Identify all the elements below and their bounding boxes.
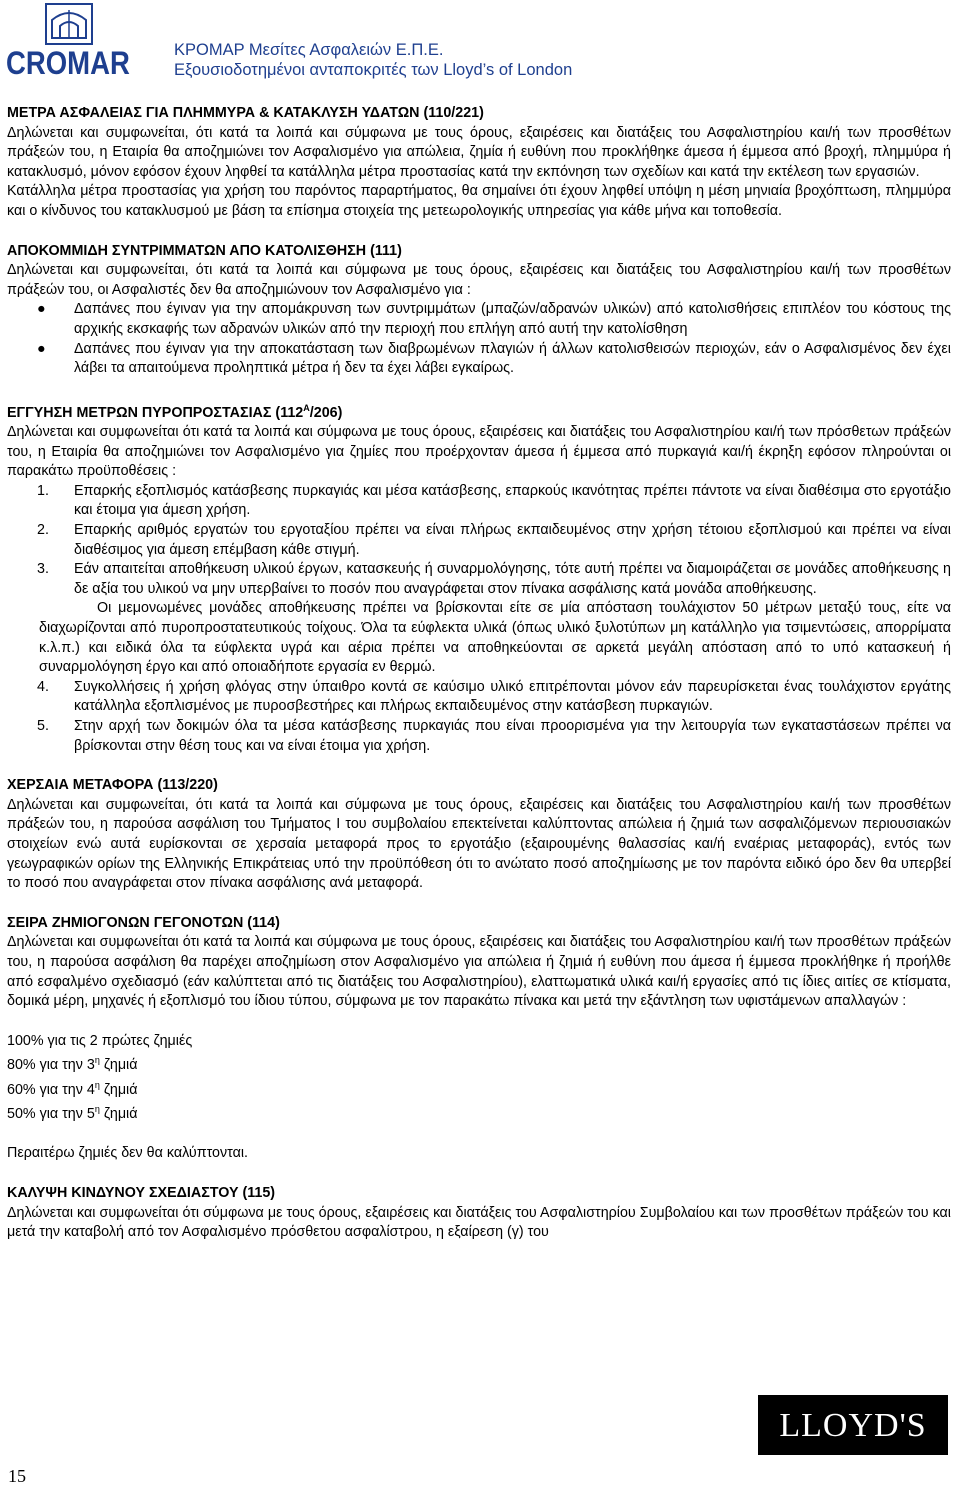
bullet-list [7,300,951,378]
section-115 [7,1184,951,1243]
paragraph: Δηλώνεται και συμφωνείται ότι σύμφωνα με τους όρους, εξαιρέσεις και διατάξεις του Ασφαλιστηρίου Συμβολαίου και των προσθέτων πράξεών του και μετά την καταβολή από τον Ασφαλισμένο πρόσθετου ασφαλίστρου, η εξαίρεση (γ) του [7,1204,951,1241]
section-title: ΕΓΓΥΗΣΗ ΜΕΤΡΩΝ ΠΥΡΟΠΡΟΣΤΑΣΙΑΣ $(112^A/206)$ [7,402,343,421]
list-item: 3. Εάν απαιτείται αποθήκευση υλικού έργων, κατασκευής ή συναρμολόγησης, τότε αυτή πρέπει να διαμοιράζεται σε μονάδες αποθήκευσης η δε αξία του υλικού να μην υπερβαίνει το ποσόν που αναγράφεται στον πίνακα ασφάλισης κατά μονάδα αποθήκευσης. [37,561,951,597]
numbered-list [7,482,951,600]
paragraph: Δηλώνεται και συμφωνείται ότι κατά τα λοιπά και σύμφωνα με τους όρους, εξαιρέσεις και διατάξεις του Ασφαλιστηρίου και/ή των προσθέτων πράξεών του, η παρούσα ασφάλιση θα παρέχει αποζημίωση στον Ασφαλισμένο για απώλεια ή ζημιά ή ευθύνη που άμεσα ή έμμεσα προκλήθηκε ή προήλθε από εσφαλμένο σχεδιασμό (εάν καλύπτεται από τις διατάξεις του Ασφαλιστηρίου), ελαττωματικά υλικά και/ή εργασίες από τις ίδιες αιτίες σε κτίσματα, δομικά μέρη, μηχανές ή εξοπλισμό του ίδιου τύπου, σύμφωνα με τον παρακάτω πίνακα και μετά την εξάντληση των υφιστάμενων απαλλαγών : [7,934,951,1010]
list-item: 5. Στην αρχή των δοκιμών όλα τα μέσα κατάσβεσης πυρκαγιάς που είναι προορισμένα για την λειτουργία των εγκαταστάσεων πρέπει να βρίσκονται στην θέση τους και να είναι έτοιμα για χρήση. [37,717,951,754]
paragraph: Κατάλληλα μέτρα προστασίας για χρήση του παρόντος παραρτήματος, θα σημαίνει ότι έχουν ληφθεί υπόψη η μέση μηνιαία βροχόπτωση, πλημμύρα και ο κίνδυνος του κατακλυσμού με βάση τα επίσημα στοιχεία της μετεωρολογικής υπηρεσίας για κάθε μήνα και τοποθεσία. [7,183,951,219]
section-110 [7,104,951,222]
paragraph: Δηλώνεται και συμφωνείται, ότι κατά τα λοιπά και σύμφωνα με τους όρους, εξαιρέσεις και διατάξεις του Ασφαλιστηρίου και/ή των προσθέτων πράξεών του, η Εταιρία θα αποζημιώνει τον Ασφαλισμένο για απώλεια, ζημία ή ευθύνη που προκλήθηκε άμεσα ή έμμεσα από βροχή, πλημμύρα ή κατακλυσμό, μόνον εφόσον έχουν ληφθεί τα κατάλληλα μέτρα προστασίας κατά την εκπόνηση των σχεδίων και κατά την εκτέλεση των εργασιών. [7,124,951,180]
cromar-emblem-icon [40,2,98,46]
deductible-line: 60% για την $4^\eta$ ζημιά [7,1079,138,1098]
paragraph: Δηλώνεται και συμφωνείται, ότι κατά τα λοιπά και σύμφωνα με τους όρους, εξαιρέσεις και διατάξεις του Ασφαλιστηρίου και/ή των προσθέτων πράξεών του, οι Ασφαλιστές δεν θα αποζημιώνουν τον Ασφαλισμένο για : [7,262,951,298]
cromar-logo [6,2,136,82]
paragraph: Δηλώνεται και συμφωνείται ότι κατά τα λοιπά και σύμφωνα με τους όρους, εξαιρέσεις και διατάξεις του Ασφαλιστηρίου και/ή των πρόσθετων πράξεών του, η Εταιρία θα αποζημιώνει τον Ασφαλισμένο για ζημίες που προέρχονταν άμεσα ή έμμεσα από πυρκαγιά και/ή έκρηξη εφόσον πληρούνται οι παρακάτω προϋποθέσεις : [7,424,951,480]
section-114 [7,914,951,1164]
page-header [6,2,946,82]
deductible-line: 100% για τις 2 πρώτες ζημιές [7,1032,193,1049]
section-title: ΜΕΤΡΑ ΑΣΦΑΛΕΙΑΣ ΓΙΑ ΠΛΗΜΜΥΡΑ & ΚΑΤΑΚΛΥΣΗ ΥΔΑΤΩΝ (110/221) [7,105,484,121]
logo-text: CROMAR [6,45,130,81]
paragraph: Περαιτέρω ζημιές δεν θα καλύπτονται. [7,1145,248,1162]
company-info [174,40,572,80]
bullet-icon: ● [37,301,46,318]
section-title: ΧΕΡΣΑΙΑ ΜΕΤΑΦΟΡΑ (113/220) [7,777,218,794]
section-title: ΚΑΛΥΨΗ ΚΙΝΔΥΝΟΥ ΣΧΕΔΙΑΣΤΟΥ (115) [7,1184,276,1201]
section-title: ΑΠΟΚΟΜΜΙΔΗ ΣΥΝΤΡΙΜΜΑΤΩΝ ΑΠΟ ΚΑΤΟΛΙΣΘΗΣΗ (111) [7,242,402,259]
section-112 [7,399,951,756]
numbered-list [7,678,951,756]
section-title: ΣΕΙΡΑ ΖΗΜΙΟΓΟΝΩΝ ΓΕΓΟΝΟΤΩΝ (114) [7,914,280,931]
paragraph: Δηλώνεται και συμφωνείται, ότι κατά τα λοιπά και σύμφωνα με τους όρους, εξαιρέσεις και διατάξεις του Ασφαλιστηρίου και/ή των προσθέτων πράξεών του, η παρούσα ασφάλιση του Τμήματος Ι του συμβολαίου επεκτείνεται καλύπτοντας απώλεια ή ζημιά των ασφαλιζόμενων περιουσιακών στοιχείων ενώ αυτά ευρίσκονται σε χερσαία μεταφορά προς το εργοτάξιο (εξαιρουμένης θαλασσίας και/ή εναέριας μεταφοράς), εντός των γεωγραφικών ορίων της Ελληνικής Επικράτειας υπό την προϋπόθεση ότι το ανώτατο ποσό αποζημίωσης με τον παρόντα ειδικό όρο δεν θα υπερβεί το ποσό που αναγράφεται στον πίνακα ασφάλισης ανά μεταφορά. [7,796,951,892]
list-item: ● Δαπάνες που έγιναν για την αποκατάσταση των διαβρωμένων πλαγιών ή άλλων κατολισθεισών περιοχών, εάν ο Ασφαλισμένος δεν έχει λάβει τα απαιτούμενα προληπτικά μέτρα ή δεν τα έχει λάβει εγκαίρως. [37,340,951,377]
deductible-line: 50% για την $5^\eta$ ζημιά [7,1104,138,1122]
list-item: 2. Επαρκής αριθμός εργατών του εργοταξίου πρέπει να είναι πλήρως εκπαιδευμένος στην χρήση τέτοιου εξοπλισμού και πρέπει να είναι διαθέσιμος για άμεση επέμβαση κάθε στιγμή. [37,522,951,558]
company-subtitle: Εξουσιοδοτημένοι ανταποκριτές των Lloyd’s of London [174,61,573,79]
section-113 [7,776,951,894]
page-number: 15 [8,1466,26,1486]
list-item: 4. Συγκολλήσεις ή χρήση φλόγας στην ύπαιθρο κοντά σε καύσιμο υλικό επιτρέπονται μόνον εάν παρευρίσκεται ένας τουλάχιστον εργάτης κατάλληλα εξοπλισμένος με πυροσβεστήρες και πλήρως εκπαιδευμένος στην κατάσβεση πυρκαγιών. [37,678,951,715]
paragraph: Οι μεμονωμένες μονάδες αποθήκευσης πρέπει να βρίσκονται είτε σε μία απόσταση τουλάχιστον 50 μέτρων μεταξύ τους, είτε να διαχωρίζονται από πυροπροστατευτικούς τοίχους. Όλα τα εύφλεκτα υλικά (όπως υλικό ξυλοτύπων μη κατάλληλο για τσιμεντώσεις, απορρίματα κ.λ.π.) και ειδικά όλα τα εύφλεκτα υγρά και αέρια πρέπει να αποθηκεύονται σε αρκετά μεγάλη απόσταση από το υπό κατασκευή ή συναρμολόγηση έργο και από οποιαδήποτε εργασία εν θερμώ. [39,600,951,676]
list-item: ● Δαπάνες που έγιναν για την απομάκρυνση των συντριμμάτων (μπαζών/αδρανών υλικών) από κατολισθήσεις επιπλέον του κόστους της αρχικής εκσκαφής των αδρανών υλικών από την περιοχή που επλήγη από αυτή την κατολίσθηση [37,301,951,337]
section-111 [7,242,951,379]
list-item: 1. Επαρκής εξοπλισμός κατάσβεσης πυρκαγιάς και μέσα κατάσβεσης, επαρκούς ικανότητας πρέπει πάντοτε να είναι διαθέσιμα στο εργοτάξιο και έτοιμα για άμεση χρήση. [37,482,951,519]
bullet-icon: ● [37,340,46,357]
document-body [7,104,951,1243]
company-name: ΚΡΟΜΑΡ Μεσίτες Ασφαλειών Ε.Π.Ε. [174,41,444,59]
lloyds-logo: LLOYD'S [758,1395,948,1455]
deductible-line: 80% για την $3^\eta$ ζημιά [7,1055,138,1074]
